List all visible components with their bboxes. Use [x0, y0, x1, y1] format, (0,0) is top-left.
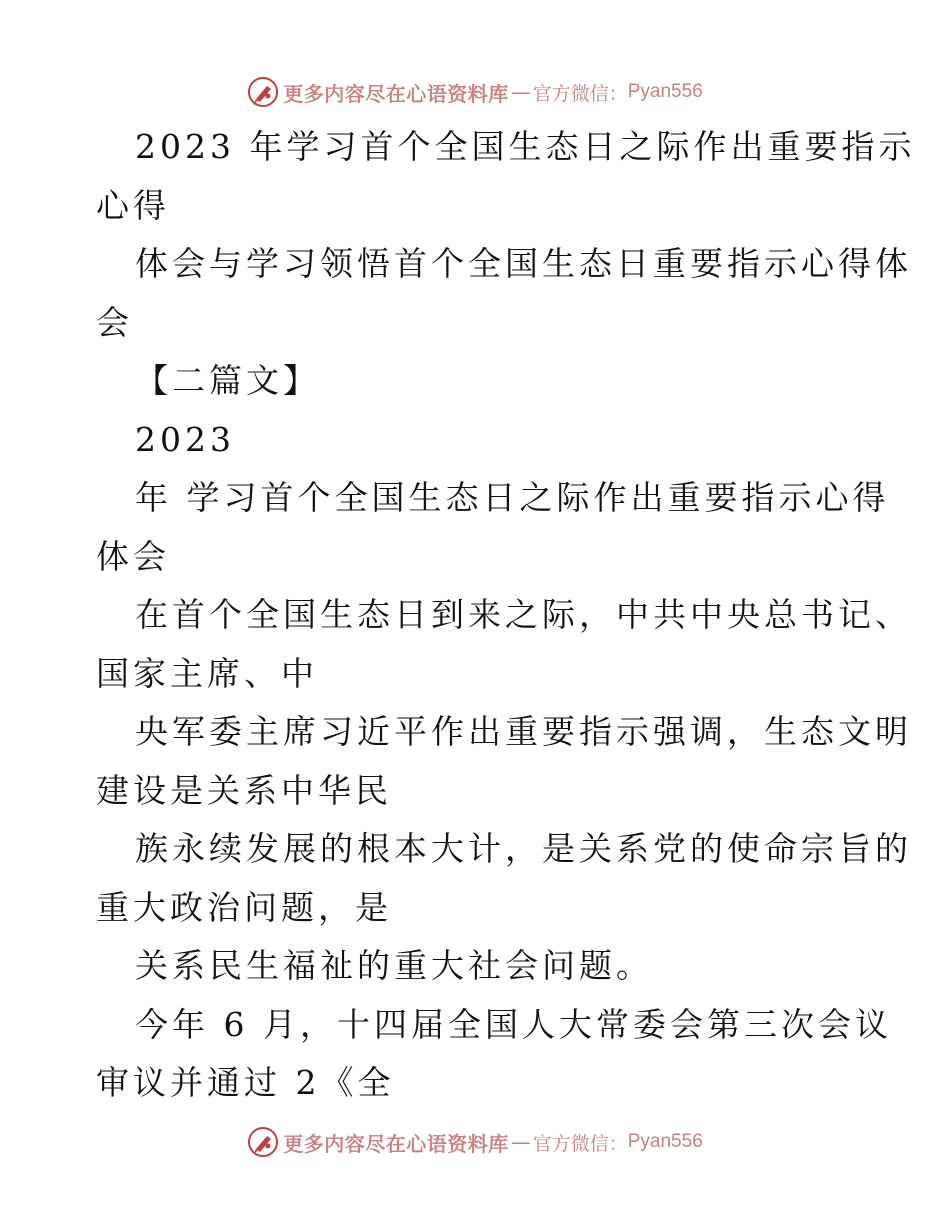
text-line: 今年 6 月，十四届全国人大常委会第三次会议	[135, 1004, 892, 1044]
text-line: 重大政治问题，是	[96, 887, 392, 927]
text-line: 建设是关系中华民	[96, 770, 392, 810]
text-line: 2023 年学习首个全国生态日之际作出重要指示	[135, 127, 916, 166]
watermark-site-name: 更多内容尽在心语资料库	[283, 1131, 509, 1156]
watermark-wechat-id: Pyan556	[627, 81, 703, 102]
text-line: 【二篇文】	[135, 361, 320, 400]
text-line: 年 学习首个全国生态日之际作出重要指示心得	[135, 478, 890, 517]
text-line: 体会	[96, 536, 170, 576]
watermark-dash: —	[510, 1130, 531, 1154]
text-line: 心得	[96, 185, 170, 225]
text-line: 会	[96, 302, 133, 342]
text-line: 2023	[135, 419, 235, 459]
pen-logo-icon	[247, 76, 279, 108]
text-line: 审议并通过 2《全	[96, 1063, 395, 1102]
watermark-wechat-id: Pyan556	[627, 1131, 703, 1152]
header-watermark	[0, 72, 950, 112]
text-line: 在首个全国生态日到来之际，中共中央总书记、	[135, 595, 912, 634]
text-line: 国家主席、中	[96, 653, 318, 693]
watermark-site-name: 更多内容尽在心语资料库	[283, 81, 509, 106]
text-line: 族永续发展的根本大计，是关系党的使命宗旨的	[135, 829, 912, 868]
watermark-dash: —	[510, 80, 531, 104]
text-line: 央军委主席习近平作出重要指示强调，生态文明	[135, 712, 912, 751]
article-body	[96, 118, 916, 1113]
text-line: 体会与学习领悟首个全国生态日重要指示心得体	[135, 244, 912, 283]
text-line: 关系民生福祉的重大社会问题。	[135, 946, 653, 985]
pen-logo-icon	[247, 1126, 279, 1158]
watermark-wechat-label: 官方微信：	[532, 82, 628, 105]
footer-watermark	[0, 1122, 950, 1162]
watermark-wechat-label: 官方微信：	[532, 1132, 628, 1155]
